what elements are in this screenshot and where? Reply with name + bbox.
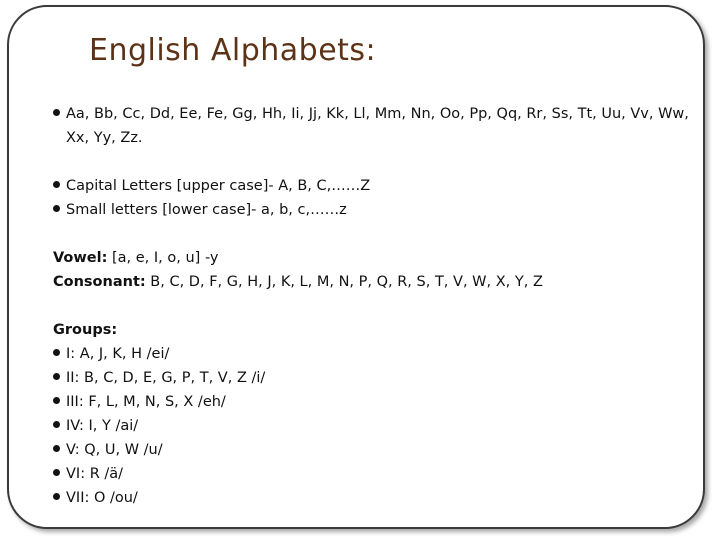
group-text: VII: O /ou/ [66, 490, 138, 506]
alphabet-text: Aa, Bb, Cc, Dd, Ee, Fe, Gg, Hh, Ii, Jj, Kk, Ll, Mm, Nn, Oo, Pp, Qq, Rr, Ss, Tt, Uu, Vv, Ww, Xx, Yy, Zz. [66, 106, 689, 146]
list-item-group [53, 438, 703, 462]
bullet-icon [53, 493, 60, 500]
group-text: II: B, C, D, E, G, P, T, V, Z /i/ [66, 370, 266, 386]
consonant-value: B, C, D, F, G, H, J, K, L, M, N, P, Q, R, S, T, V, W, X, Y, Z [145, 274, 543, 290]
groups-label: Groups: [53, 322, 118, 338]
consonant-label: Consonant: [53, 274, 146, 290]
group-text: IV: I, Y /ai/ [66, 418, 139, 434]
groups-heading [53, 318, 703, 342]
slide-content [53, 102, 703, 510]
bullet-icon [53, 469, 60, 476]
list-item-small [53, 198, 703, 222]
capital-text: Capital Letters [upper case]- A, B, C,……Z [66, 178, 371, 194]
vowel-value: [a, e, I, o, u] -y [107, 250, 219, 266]
slide-title: English Alphabets: [89, 33, 377, 68]
vowel-line [53, 246, 703, 270]
bullet-icon [53, 109, 60, 116]
list-item-group [53, 414, 703, 438]
group-text: VI: R /ä/ [66, 466, 124, 482]
group-text: V: Q, U, W /u/ [66, 442, 163, 458]
bullet-icon [53, 397, 60, 404]
slide-frame [7, 5, 705, 529]
bullet-icon [53, 181, 60, 188]
list-item-group [53, 390, 703, 414]
consonant-line [53, 270, 703, 294]
bullet-icon [53, 373, 60, 380]
bullet-icon [53, 445, 60, 452]
list-item-group [53, 366, 703, 390]
list-item-group [53, 486, 703, 510]
group-text: I: A, J, K, H /ei/ [66, 346, 170, 362]
small-text: Small letters [lower case]- a, b, c,……z [66, 202, 347, 218]
group-text: III: F, L, M, N, S, X /eh/ [66, 394, 226, 410]
bullet-icon [53, 349, 60, 356]
list-item-alphabet [53, 102, 703, 150]
bullet-icon [53, 205, 60, 212]
bullet-icon [53, 421, 60, 428]
list-item-capital [53, 174, 703, 198]
list-item-group [53, 342, 703, 366]
vowel-label: Vowel: [53, 250, 108, 266]
list-item-group [53, 462, 703, 486]
